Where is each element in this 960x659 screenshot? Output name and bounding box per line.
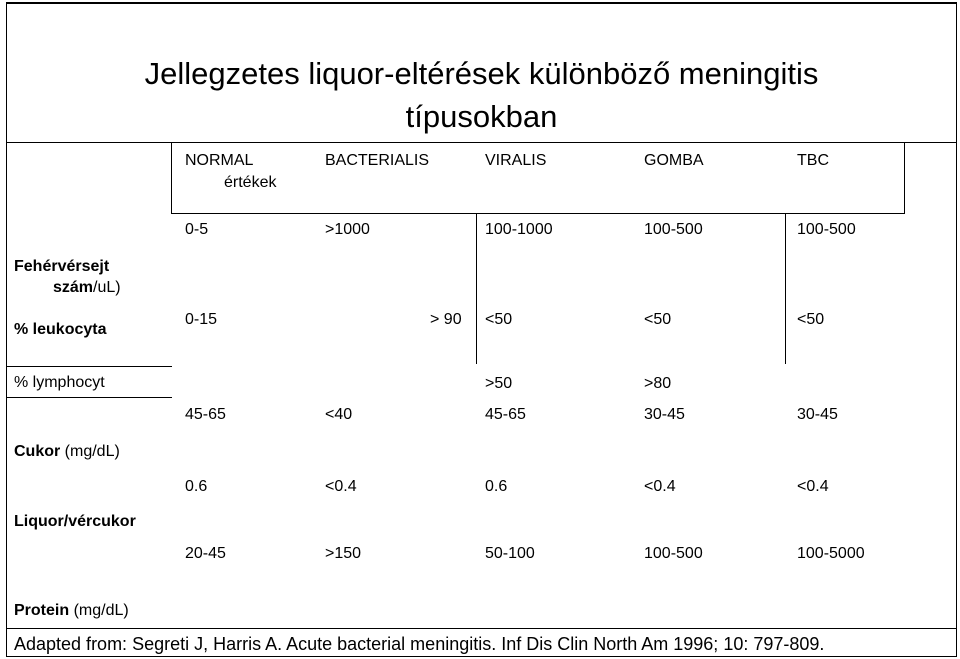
- column-header-tbc: TBC: [797, 152, 829, 169]
- cell-liquor-vercukor-viralis: 0.6: [485, 478, 508, 495]
- row-label-feherversejt-line2: [14, 278, 121, 297]
- title-line-1: Jellegzetes liquor-eltérések különböző meningitis: [144, 56, 819, 91]
- cell-feherversejt-normal: 0-5: [185, 221, 209, 238]
- cell-protein-tbc: 100-5000: [797, 545, 865, 562]
- cell-leukocyta-tbc: <50: [797, 311, 825, 328]
- column-header-normal: [185, 151, 276, 192]
- column-header-gomba: GOMBA: [644, 152, 704, 169]
- footer-divider: [6, 628, 957, 629]
- column-header-bacterialis: BACTERIALIS: [325, 152, 430, 169]
- cell-feherversejt-gomba: 100-500: [644, 221, 703, 238]
- header-left-divider: [171, 142, 172, 214]
- header-divider: [171, 213, 905, 214]
- cell-leukocyta-normal: 0-15: [185, 311, 218, 328]
- cell-cukor-bacterialis: <40: [325, 406, 353, 423]
- row-label-protein: [14, 601, 129, 620]
- cell-protein-normal: 20-45: [185, 545, 226, 562]
- cell-protein-bacterialis: >150: [325, 545, 362, 562]
- cell-protein-gomba: 100-500: [644, 545, 703, 562]
- cell-liquor-vercukor-gomba: <0.4: [644, 478, 676, 495]
- column-header-normal-line1: NORMAL: [185, 152, 254, 169]
- cell-cukor-normal: 45-65: [185, 406, 226, 423]
- title-line-2: típusokban: [405, 99, 558, 134]
- title-divider: [6, 142, 957, 143]
- row-label-feherversejt: [14, 257, 121, 297]
- row-label-feherversejt-line2-bold: szám: [53, 279, 94, 296]
- table-left-border: [6, 213, 7, 598]
- cell-lymphocyt-gomba: >80: [644, 375, 672, 392]
- page-title: [6, 52, 957, 138]
- column-header-viralis: VIRALIS: [485, 152, 547, 169]
- cell-leukocyta-bacterialis: > 90: [430, 311, 462, 328]
- row-label-feherversejt-line1: Fehérvérsejt: [14, 258, 110, 275]
- cell-liquor-vercukor-bacterialis: <0.4: [325, 478, 357, 495]
- row-label-feherversejt-line2-rest: /uL): [93, 279, 121, 296]
- row-label-lymphocyt: % lymphocyt: [14, 374, 105, 391]
- row-label-cukor-rest: (mg/dL): [60, 443, 120, 460]
- row-divider-lymphocyt-bottom: [6, 397, 172, 398]
- row-label-cukor: [14, 442, 120, 461]
- row-label-cukor-bold: Cukor: [14, 443, 61, 460]
- column-header-normal-line2: értékek: [224, 174, 277, 191]
- cell-protein-viralis: 50-100: [485, 545, 535, 562]
- cell-leukocyta-viralis: <50: [485, 311, 513, 328]
- cell-liquor-vercukor-tbc: <0.4: [797, 478, 829, 495]
- cell-feherversejt-viralis: 100-1000: [485, 221, 553, 238]
- column-divider-bacterialis: [476, 214, 477, 364]
- cell-cukor-tbc: 30-45: [797, 406, 838, 423]
- row-label-protein-rest: (mg/dL): [69, 602, 129, 619]
- cell-feherversejt-tbc: 100-500: [797, 221, 856, 238]
- cell-cukor-gomba: 30-45: [644, 406, 685, 423]
- cell-leukocyta-gomba: <50: [644, 311, 672, 328]
- cell-cukor-viralis: 45-65: [485, 406, 526, 423]
- row-label-leukocyta: % leukocyta: [14, 321, 107, 338]
- cell-feherversejt-bacterialis: >1000: [325, 221, 370, 238]
- citation-footer: Adapted from: Segreti J, Harris A. Acute bacterial meningitis. Inf Dis Clin North Am 1996; 10: 797-809.: [14, 634, 825, 654]
- cell-liquor-vercukor-normal: 0.6: [185, 478, 208, 495]
- cell-lymphocyt-viralis: >50: [485, 375, 513, 392]
- row-label-protein-bold: Protein: [14, 602, 70, 619]
- row-label-liquor-vercukor: Liquor/vércukor: [14, 513, 136, 530]
- column-divider-tbc: [785, 214, 786, 364]
- header-right-divider: [904, 142, 905, 214]
- row-divider-lymphocyt-top: [6, 366, 172, 367]
